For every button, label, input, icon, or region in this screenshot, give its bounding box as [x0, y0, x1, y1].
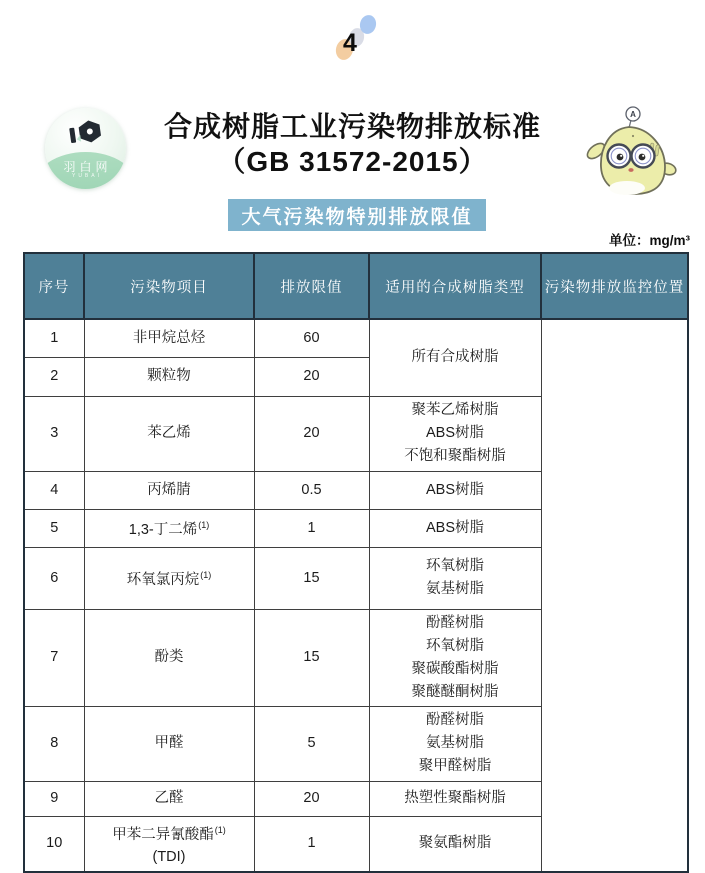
cell-seq: 6: [24, 547, 84, 609]
cell-pollutant: [84, 471, 254, 509]
cell-pollutant: [84, 547, 254, 609]
resin-line: 氨基树脂: [426, 581, 484, 597]
cell-pollutant: [84, 816, 254, 872]
pollutant-line: 甲苯二异氰酸酯$^{(1)}$: [112, 824, 226, 843]
cell-pollutant: [84, 609, 254, 706]
pollutant-line: 颗粒物: [147, 368, 191, 384]
resin-line: 热塑性聚酯树脂: [404, 790, 506, 806]
column-header: 适用的合成树脂类型: [369, 253, 541, 319]
cell-seq: 4: [24, 471, 84, 509]
pollutant-line: 环氧氯丙烷$^{(1)}$: [126, 570, 212, 588]
pollutant-line: 丙烯腈: [147, 481, 191, 498]
resin-line: 氨基树脂: [426, 735, 484, 751]
pollutant-line: 苯乙烯: [147, 425, 191, 441]
cell-resin: [369, 609, 541, 706]
cell-seq: 10: [24, 816, 84, 872]
cell-seq: 9: [24, 781, 84, 816]
cell-seq: 2: [24, 357, 84, 396]
resin-line: 聚碳酸酯树脂: [411, 660, 499, 677]
cell-resin: [369, 816, 541, 872]
cell-pollutant: [84, 319, 254, 357]
column-header: 污染物排放监控位置: [541, 253, 688, 319]
cell-resin: [369, 781, 541, 816]
resin-line: 聚氨酯树脂: [418, 835, 492, 852]
page-number: 4: [343, 29, 357, 57]
pollutant-table: [23, 252, 689, 873]
resin-line: ABS树脂: [425, 519, 484, 536]
resin-line: 所有合成树脂: [411, 349, 499, 366]
resin-line: 酚醛树脂: [426, 614, 484, 631]
cell-resin: [369, 319, 541, 396]
resin-line: 聚醚醚酮树脂: [411, 683, 499, 700]
cell-limit: 20: [254, 396, 369, 471]
footnote-marker: (1): [214, 824, 226, 835]
cell-pollutant: [84, 706, 254, 781]
cell-limit: 15: [254, 609, 369, 706]
cell-seq: 8: [24, 706, 84, 781]
pollutant-line: 甲醛: [154, 735, 184, 751]
page-title-line2: （GB 31572-2015）: [217, 146, 488, 177]
footnote-marker: (1): [198, 520, 210, 531]
cell-resin: [369, 706, 541, 781]
resin-line: 聚甲醛树脂: [418, 758, 492, 774]
table-header-row: [24, 253, 688, 319]
logo-name-cn: 羽白网: [63, 160, 112, 174]
cell-seq: 1: [24, 319, 84, 357]
cell-limit: 15: [254, 547, 369, 609]
page-title: [0, 109, 705, 179]
cell-pollutant: [84, 396, 254, 471]
cell-limit: 20: [254, 357, 369, 396]
pollutant-line: 1,3-丁二烯$^{(1)}$: [128, 520, 210, 538]
cell-limit: 0.5: [254, 471, 369, 509]
resin-line: ABS树脂: [425, 425, 484, 441]
column-header: 序号: [24, 253, 84, 319]
logo-name-en: YUBAI: [71, 173, 102, 179]
mascot-badge-letter: A: [630, 110, 636, 119]
section-banner: [228, 199, 486, 231]
cell-limit: 1: [254, 816, 369, 872]
cell-limit: 60: [254, 319, 369, 357]
cell-pollutant: [84, 781, 254, 816]
cell-limit: 20: [254, 781, 369, 816]
pollutant-line: 酚类: [154, 649, 184, 665]
pollutant-line: (TDI): [152, 849, 186, 866]
cell-limit: 5: [254, 706, 369, 781]
cell-pollutant: [84, 509, 254, 547]
pollutant-line: 乙醛: [154, 790, 184, 806]
cell-seq: 3: [24, 396, 84, 471]
footnote-marker: (1): [200, 570, 212, 581]
cell-limit: 1: [254, 509, 369, 547]
table-row: [24, 319, 688, 357]
column-header: 污染物项目: [84, 253, 254, 319]
resin-line: 聚苯乙烯树脂: [411, 402, 499, 418]
pollutant-line: 非甲烷总烃: [132, 329, 206, 346]
column-header: 排放限值: [254, 253, 369, 319]
cell-pollutant: [84, 357, 254, 396]
cell-resin: [369, 547, 541, 609]
section-banner-label: 大气污染物特别排放限值: [241, 206, 473, 228]
resin-line: 酚醛树脂: [426, 712, 484, 728]
cell-resin: [369, 396, 541, 471]
cell-seq: 5: [24, 509, 84, 547]
cell-seq: 7: [24, 609, 84, 706]
resin-line: ABS树脂: [425, 481, 484, 498]
cell-resin: [369, 471, 541, 509]
resin-line: 环氧树脂: [426, 637, 484, 654]
cell-monitor: [541, 319, 688, 872]
resin-line: 环氧树脂: [426, 558, 484, 574]
cell-resin: [369, 509, 541, 547]
unit-note: 单位：mg/m³: [609, 233, 690, 248]
table-body: [24, 319, 688, 872]
resin-line: 不饱和聚酯树脂: [404, 448, 506, 464]
page-title-line1: 合成树脂工业污染物排放标准: [163, 111, 541, 142]
